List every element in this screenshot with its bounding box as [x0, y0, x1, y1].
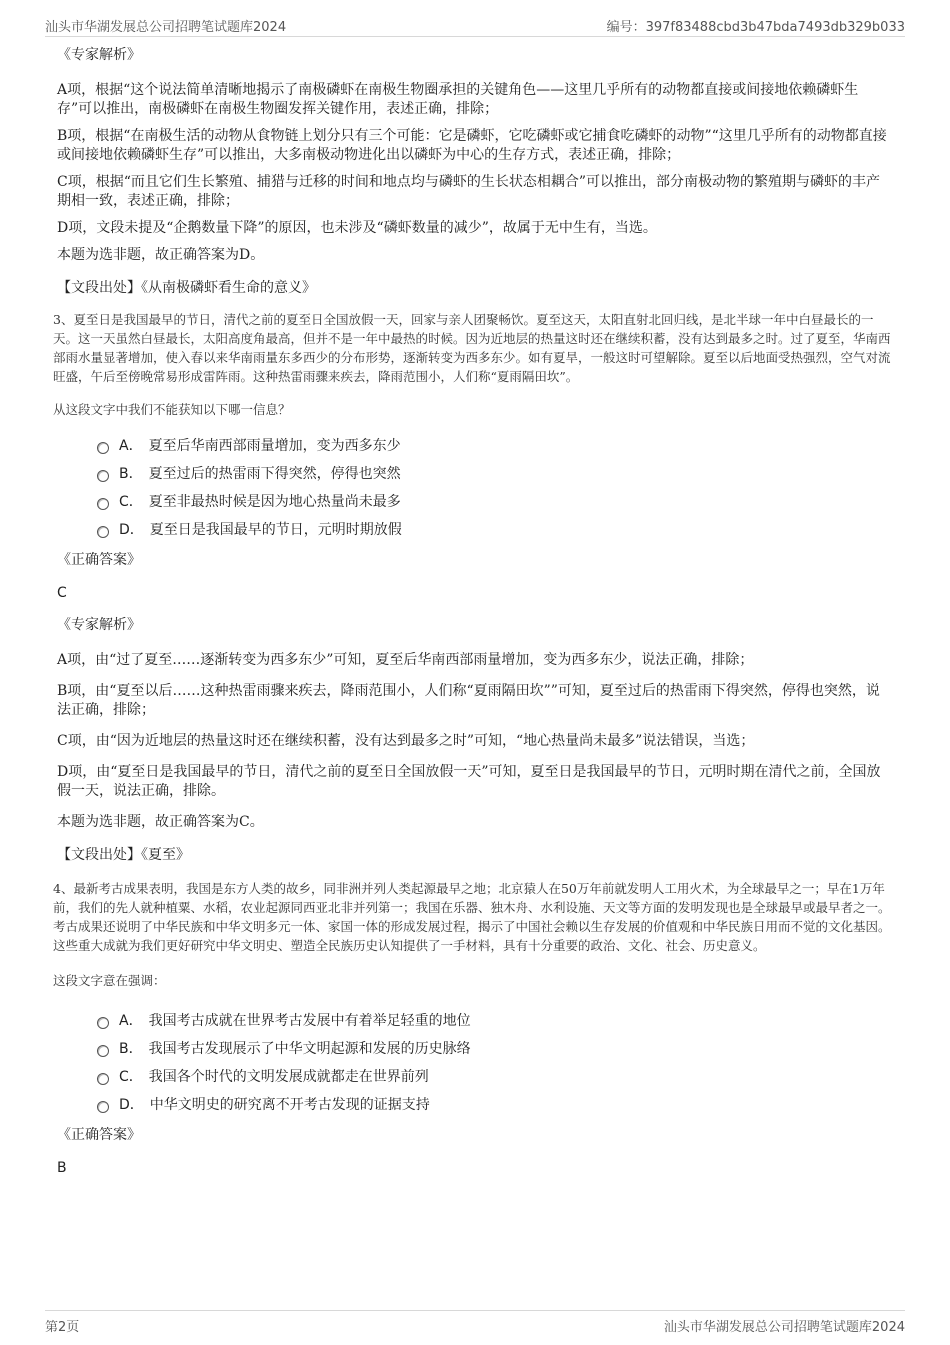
analysis-item-b: B项，由“夏至以后……这种热雷雨骤来疾去，降雨范围小，人们称“夏雨隔田坎””可知，夏至过后的热雷雨下得突然，停得也突然，说法正确，排除； [57, 683, 880, 718]
conclusion: 本题为选非题，故正确答案为D。 [57, 247, 265, 263]
option-text: 夏至日是我国最早的节日，元明时期放假 [149, 522, 402, 538]
option-text: 我国考古发现展示了中华文明起源和发展的历史脉络 [148, 1041, 471, 1057]
option-b[interactable] [97, 1034, 892, 1062]
radio-icon[interactable] [97, 1101, 109, 1113]
analysis-item-d: D项，文段未提及“企鹅数量下降”的原因，也未涉及“磷虾数量的减少”，故属于无中生有，当选。 [57, 220, 657, 236]
option-c[interactable] [97, 487, 892, 515]
radio-icon[interactable] [97, 1017, 109, 1029]
analysis-item-c: C项，由“因为近地层的热量这时还在继续积蓄，没有达到最多之时”可知，“地心热量尚未最多”说法错误，当选； [57, 733, 755, 749]
conclusion: 本题为选非题，故正确答案为C。 [57, 814, 264, 830]
analysis-item-a: A项，由“过了夏至……逐渐转变为西多东少”可知，夏至后华南西部雨量增加，变为西多东少，说法正确，排除； [57, 652, 754, 668]
option-letter: B． [119, 1041, 143, 1057]
question-4-passage: 4、最新考古成果表明，我国是东方人类的故乡，同非洲并列人类起源最早之地；北京猿人在50万年前就发明人工用火术，为全球最早之一；早在1万年前，我们的先人就种植粟、水稻，农业起源同西亚北非并列第一；我国在乐器、独木舟、水利设施、天文等方面的发明发现也是全球最早或最早者之一。考古成果还说明了中华民族和中华文明多元一体、家国一体的形成发展过程，揭示了中国社会赖以生存发展的价值观和中华民族日用而不觉的文化基因。这些重大成就为我们更好研究中华文明史、塑造全民族历史认知提供了一手材料，具有十分重要的政治、文化、社会、历史意义。 [53, 881, 891, 953]
option-text: 我国各个时代的文明发展成就都走在世界前列 [148, 1069, 429, 1085]
correct-answer-label: 《正确答案》 [57, 1127, 141, 1143]
correct-answer: B [57, 1160, 67, 1176]
expert-analysis-label: 《专家解析》 [57, 47, 141, 63]
option-text: 夏至后华南西部雨量增加，变为西多东少 [148, 438, 401, 454]
passage-source: 【文段出处】《夏至》 [57, 847, 190, 863]
option-b[interactable] [97, 459, 892, 487]
question-4-stem: 这段文字意在强调： [53, 973, 166, 988]
radio-icon[interactable] [97, 470, 109, 482]
option-d[interactable] [97, 1090, 892, 1118]
radio-icon[interactable] [97, 526, 109, 538]
option-text: 中华文明史的研究离不开考古发现的证据支持 [149, 1097, 430, 1113]
option-c[interactable] [97, 1062, 892, 1090]
page-number: 第2页 [45, 1320, 80, 1335]
option-letter: A． [119, 1013, 143, 1029]
radio-icon[interactable] [97, 498, 109, 510]
page-header [45, 14, 905, 37]
analysis-item-b: B项，根据“在南极生活的动物从食物链上划分只有三个可能：它是磷虾，它吃磷虾或它捕食吃磷虾的动物”“这里几乎所有的动物都直接或间接地依赖磷虾生存”可以推出，大多南极动物进化出以磷虾为中心的生存方式，表述正确，排除； [57, 128, 887, 163]
header-title: 汕头市华湖发展总公司招聘笔试题库2024 [45, 20, 287, 35]
option-d[interactable] [97, 515, 892, 543]
option-letter: D． [119, 522, 144, 538]
page-footer [45, 1310, 905, 1335]
option-letter: A． [119, 438, 143, 454]
passage-source: 【文段出处】《从南极磷虾看生命的意义》 [57, 280, 316, 296]
correct-answer: C [57, 585, 67, 601]
footer-title: 汕头市华湖发展总公司招聘笔试题库2024 [663, 1320, 905, 1335]
option-text: 我国考古成就在世界考古发展中有着举足轻重的地位 [148, 1013, 471, 1029]
analysis-item-c: C项，根据“而且它们生长繁殖、捕猎与迁移的时间和地点均与磷虾的生长状态相耦合”可以推出，部分南极动物的繁殖期与磷虾的丰产期相一致，表述正确，排除； [57, 174, 881, 209]
question-3-options [97, 431, 892, 543]
radio-icon[interactable] [97, 1045, 109, 1057]
analysis-item-d: D项，由“夏至日是我国最早的节日，清代之前的夏至日全国放假一天”可知，夏至日是我国最早的节日，元明时期在清代之前，全国放假一天，说法正确，排除。 [57, 764, 881, 799]
page-content [53, 46, 892, 1191]
radio-icon[interactable] [97, 1073, 109, 1085]
header-document-id: 编号：397f83488cbd3b47bda7493db329b033 [606, 20, 905, 35]
option-text: 夏至过后的热雷雨下得突然，停得也突然 [148, 466, 401, 482]
option-text: 夏至非最热时候是因为地心热量尚未最多 [148, 494, 401, 510]
analysis-item-a: A项，根据“这个说法简单清晰地揭示了南极磷虾在南极生物圈承担的关键角色——这里几乎所有的动物都直接或间接地依赖磷虾生存”可以推出，南极磷虾在南极生物圈发挥关键作用，表述正确，排除； [57, 82, 859, 117]
option-letter: B． [119, 466, 143, 482]
correct-answer-label: 《正确答案》 [57, 552, 141, 568]
option-a[interactable] [97, 1006, 892, 1034]
option-a[interactable] [97, 431, 892, 459]
option-letter: C． [119, 1069, 143, 1085]
question-4-options [97, 1006, 892, 1118]
question-3-passage: 3、夏至日是我国最早的节日，清代之前的夏至日全国放假一天，回家与亲人团聚畅饮。夏至这天，太阳直射北回归线，是北半球一年中白昼最长的一天。这一天虽然白昼最长，太阳高度角最高，但并不是一年中最热的时候。因为近地层的热量这时还在继续积蓄，没有达到最多之时。过了夏至，华南西部雨水量显著增加，使入春以来华南雨量东多西少的分布形势，逐渐转变为西多东少。如有夏旱，一般这时可望解除。夏至以后地面受热强烈，空气对流旺盛，午后至傍晚常易形成雷阵雨。这种热雷雨骤来疾去，降雨范围小，人们称“夏雨隔田坎”。 [53, 312, 891, 384]
option-letter: D． [119, 1097, 144, 1113]
question-3-stem: 从这段文字中我们不能获知以下哪一信息？ [53, 402, 291, 417]
expert-analysis-label: 《专家解析》 [57, 617, 141, 633]
radio-icon[interactable] [97, 442, 109, 454]
option-letter: C． [119, 494, 143, 510]
